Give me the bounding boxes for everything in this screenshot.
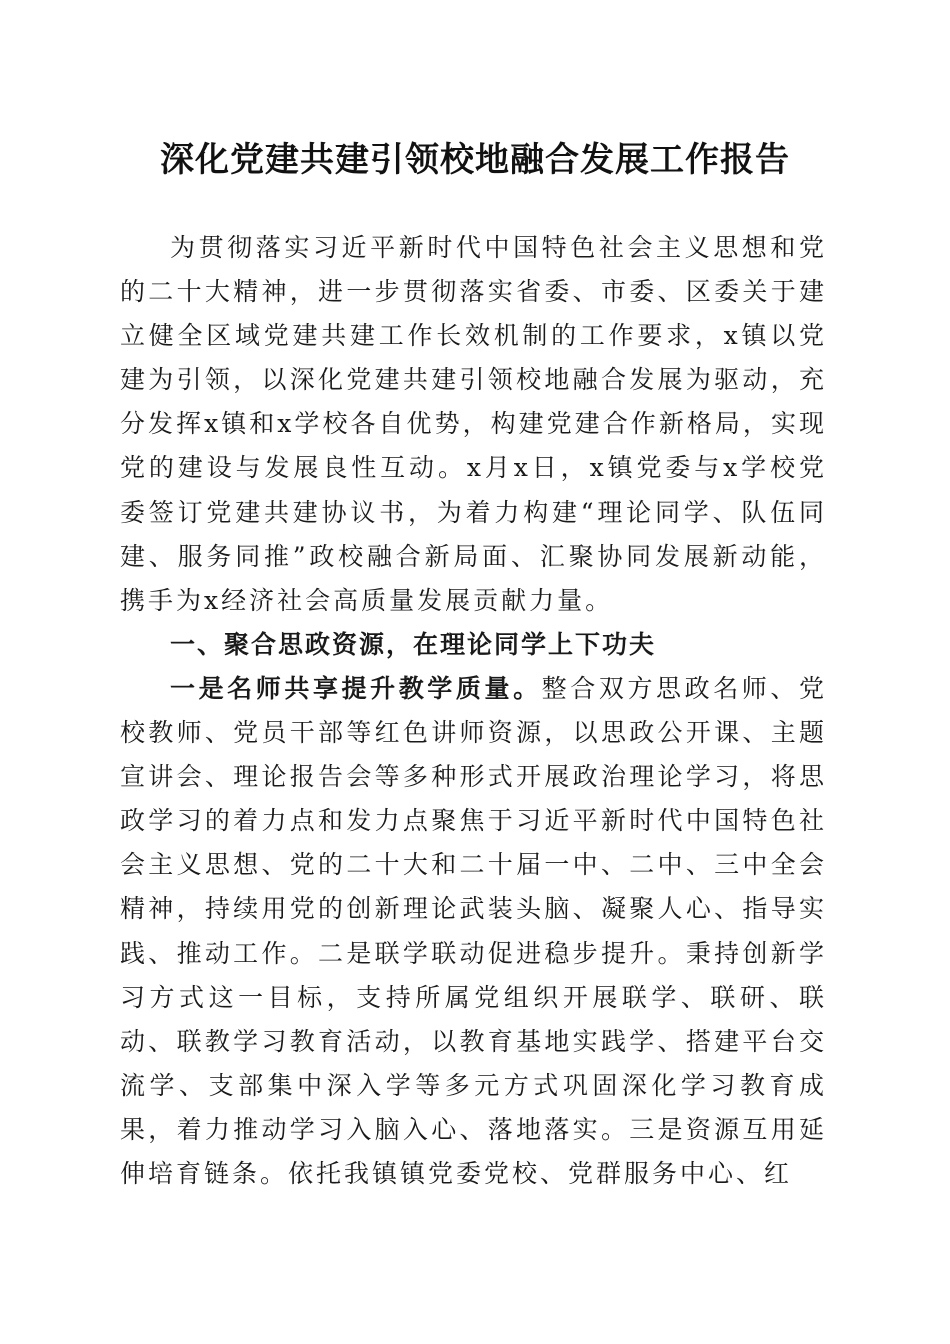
paragraph-text: 整合双方思政名师、党校教师、党员干部等红色讲师资源，以思政公开课、主题宣讲会、理论报告会等多种形式开展政治理论学习，将思政学习的着力点和发力点聚焦于习近平新时代中国特色社会主义思想、党的二十大和二十届一中、二中、三中全会精神，持续用党的创新理论武装头脑、凝聚人心、指导实践、推动工作。二是联学联动促进稳步提升。秉持创新学习方式这一目标，支持所属党组织开展联学、联研、联动、联教学习教育活动，以教育基地实践学、搭建平台交流学、支部集中深入学等多元方式巩固深化学习教育成果，着力推动学习入脑入心、落地落实。三是资源互用延伸培育链条。依托我镇镇党委党校、党群服务中心、红 xyxy=(120,673,827,1188)
intro-paragraph: 为贯彻落实习近平新时代中国特色社会主义思想和党的二十大精神，进一步贯彻落实省委、市委、区委关于建立健全区域党建共建工作长效机制的工作要求，x镇以党建为引领，以深化党建共建引领校地融合发展为驱动，充分发挥x镇和x学校各自优势，构建党建合作新格局，实现党的建设与发展良性互动。x月x日，x镇党委与x学校党委签订党建共建协议书，为着力构建“理论同学、队伍同建、服务同推”政校融合新局面、汇聚协同发展新动能，携手为x经济社会高质量发展贡献力量。 xyxy=(120,233,827,615)
paragraph-lead: 一是名师共享提升教学质量。 xyxy=(170,673,542,703)
document-body xyxy=(120,226,827,1196)
section-heading: 一、聚合思政资源，在理论同学上下功夫 xyxy=(170,629,657,659)
document-title: 深化党建共建引领校地融合发展工作报告 xyxy=(160,140,790,180)
section-paragraph xyxy=(120,667,827,1196)
